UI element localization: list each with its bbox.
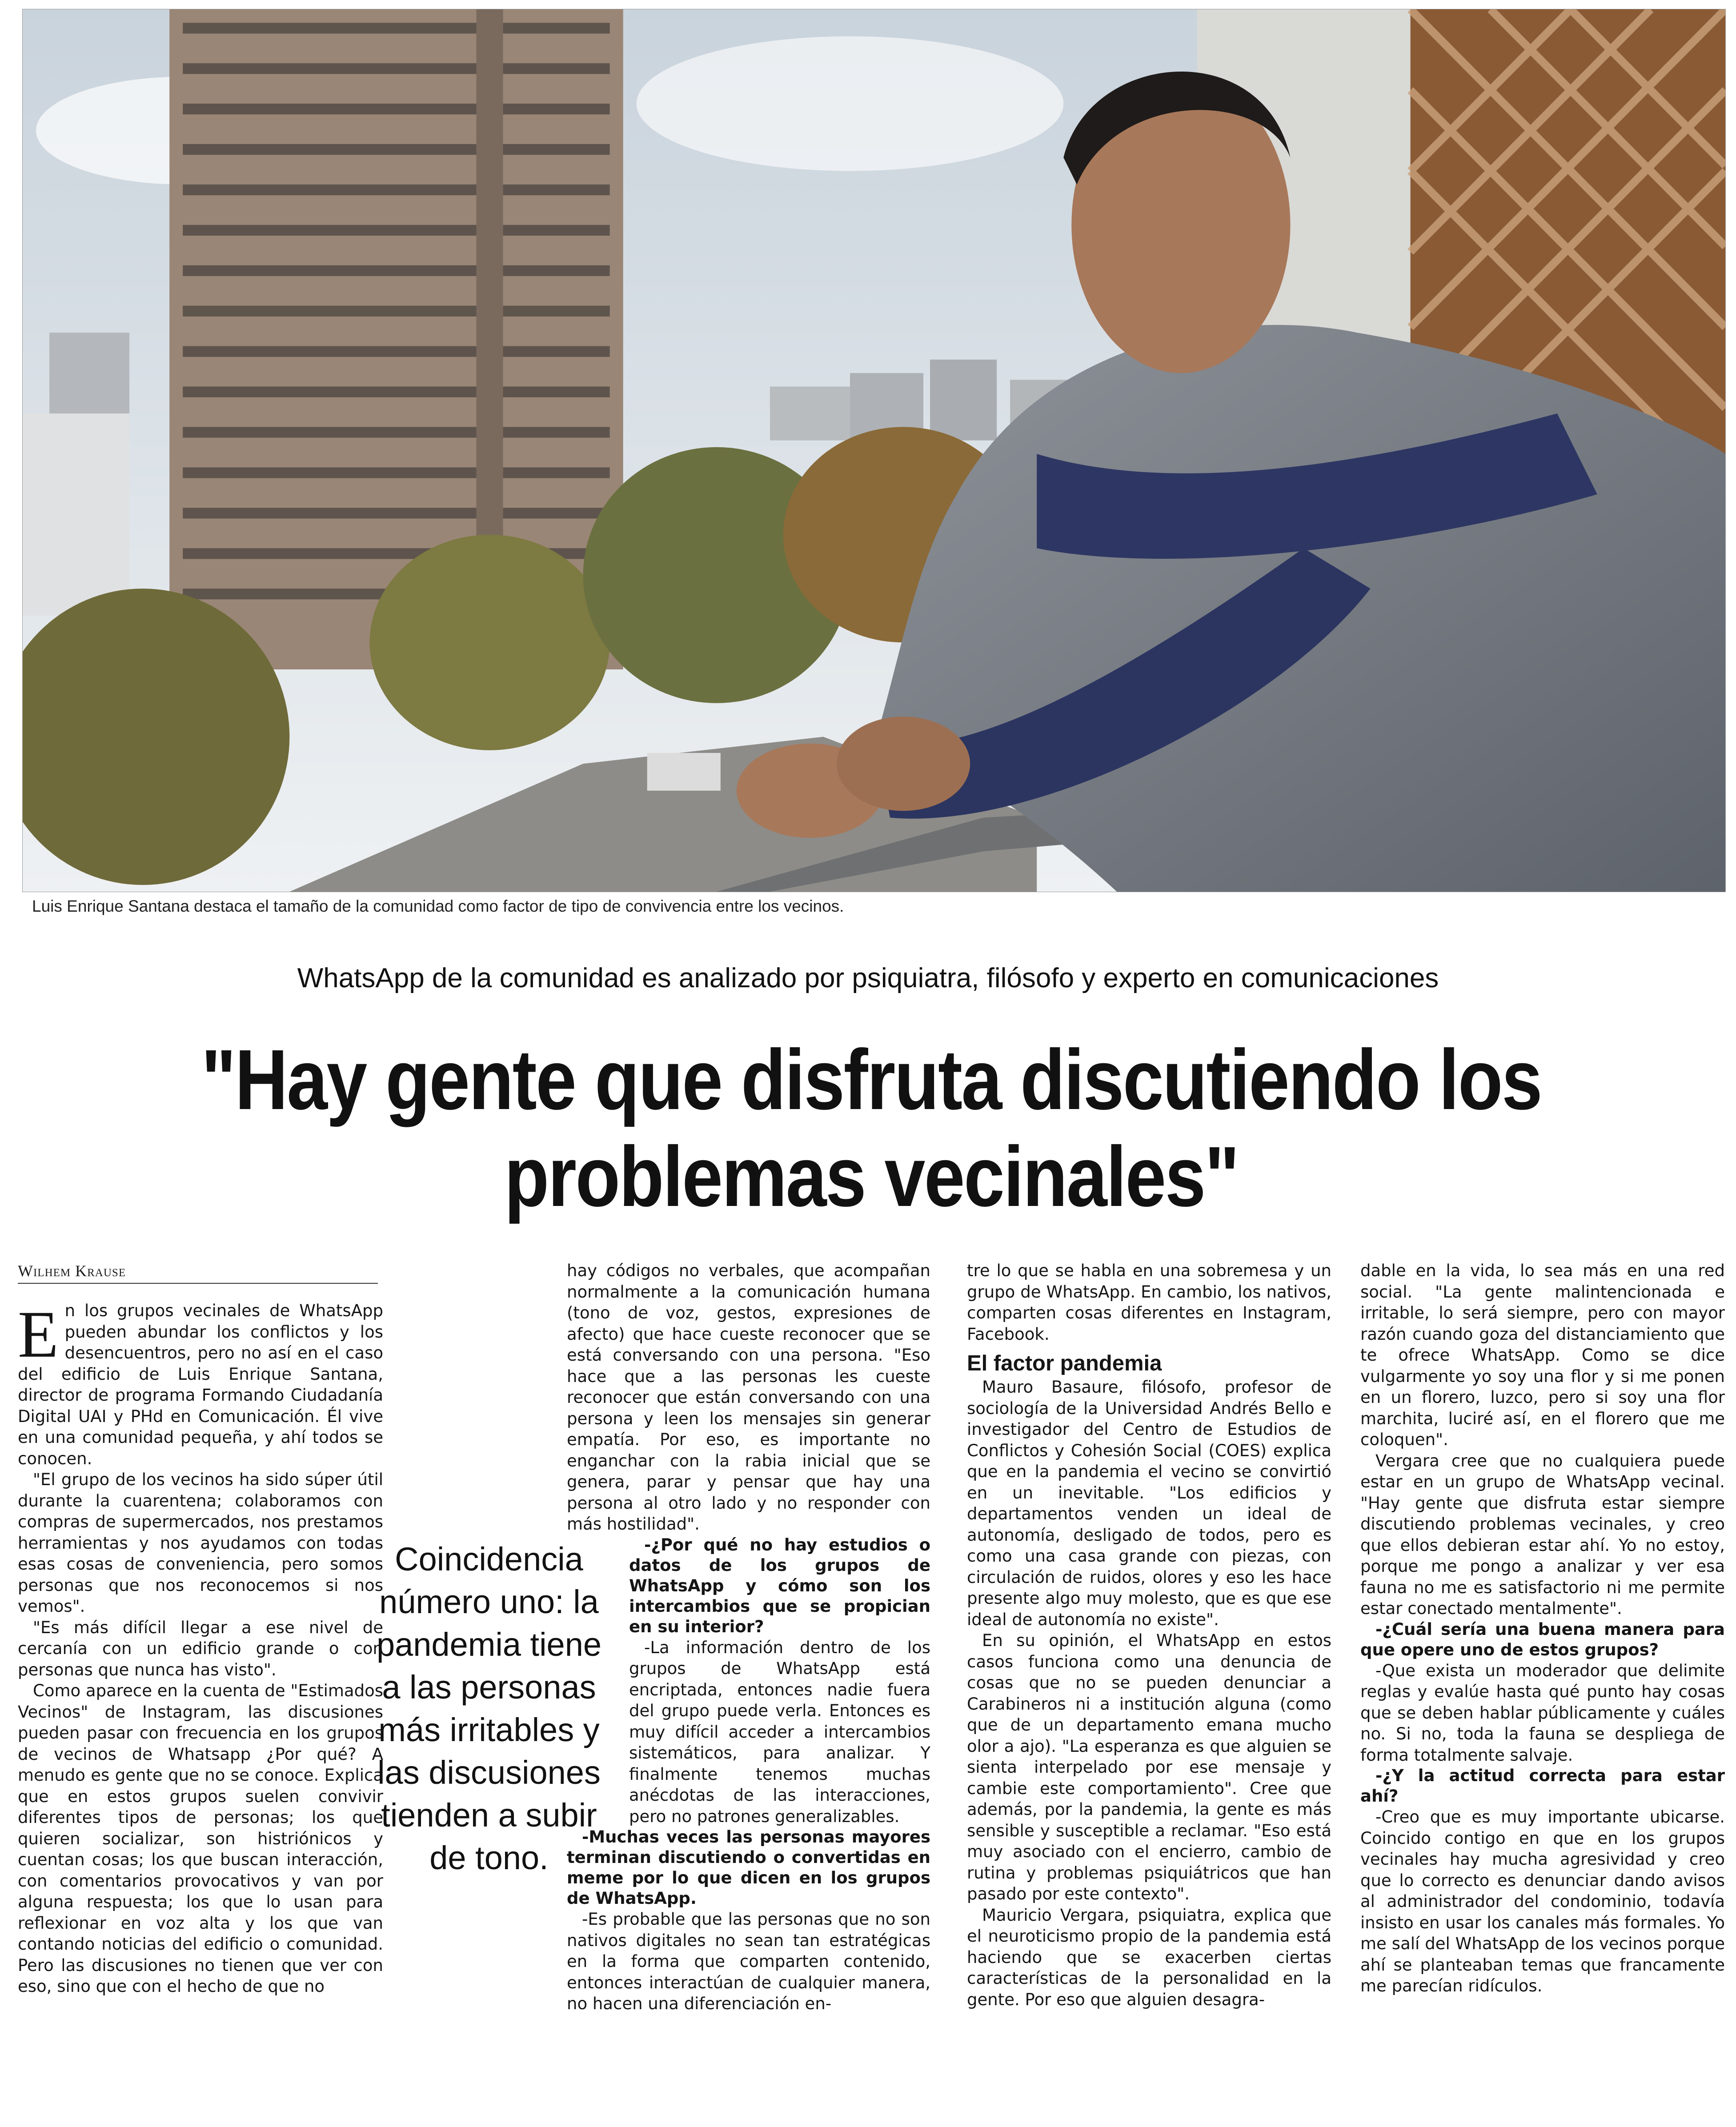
pull-quote: Coincidencia número uno: la pandemia tiene a las personas más irritables y las discusiones tienden a subir de tono. <box>376 1541 602 1876</box>
interview-question: -¿Cuál sería una buena manera para que opere uno de estos grupos? <box>1360 1619 1725 1659</box>
article-column-2 <box>567 1260 930 2127</box>
paragraph: Mauro Basaure, filósofo, profesor de sociología de la Universidad Andrés Bello e investigador del Centro de Estudios de Conflictos y Cohesión Social (COES) explica que en la pandemia el vecino se convirtió en un inevitable. "Los edificios y departamentos venden un ideal de autonomía, desligado de todos, pero es como una casa grande con piezas, con circulación de ruidos, olores y eso les hace presente algo muy molesto, que es que ese ideal de autonomía no existe". <box>967 1378 1331 1629</box>
photo-caption: Luis Enrique Santana destaca el tamaño de la comunidad como factor de tipo de convivencia entre los vecinos. <box>32 897 844 915</box>
drop-cap: E <box>18 1300 59 1371</box>
balcony-scene-illustration <box>23 9 1725 892</box>
article-byline: Wilhem Krause <box>18 1262 378 1284</box>
interview-question: -¿Por qué no hay estudios o datos de los grupos de WhatsApp y cómo son los intercambios que se propician en su interior? <box>629 1535 930 1636</box>
paragraph: dable en la vida, lo sea más en una red social. "La gente malintencionada e irritable, lo será siempre, pero con mayor razón cuando goza del distanciamiento que te ofrece WhatsApp. Como se dice vulgarmente yo soy una flor y si me ponen en un florero, luzco, pero si soy una flor marchita, luciré así, en el florero que me coloquen". <box>1360 1261 1725 1449</box>
paragraph: tre lo que se habla en una sobremesa y un grupo de WhatsApp. En cambio, los nativos, comparten cosas diferentes en Instagram, Facebook. <box>967 1261 1331 1344</box>
article-column-1 <box>18 1300 383 2127</box>
article-photo <box>22 9 1726 892</box>
paragraph: Vergara cree que no cualquiera puede estar en un grupo de WhatsApp vecinal. "Hay gente que disfruta estar siempre discutiendo problemas vecinales, y creo que ellos debieran estar ahí. Yo no estoy, porque me pongo a analizar y ver esa fauna no me es satisfactorio ni me permite estar conectado mentalmente". <box>1360 1451 1725 1618</box>
interview-question: -¿Y la actitud correcta para estar ahí? <box>1360 1766 1725 1806</box>
paragraph: Mauricio Vergara, psiquiatra, explica que el neuroticismo propio de la pandemia está haciendo que se exacerben ciertas características de la personalidad en la gente. Por eso que alguien desagra- <box>967 1905 1331 2009</box>
paragraph: Como aparece en la cuenta de "Estimados Vecinos" de Instagram, las discusiones pueden pasar con frecuencia en los grupos de vecinos de Whatsapp ¿Por qué? A menudo es gente que no se conoce. Explica que en estos grupos suelen convivir diferentes tipos de personas; los que quieren socializar, son histriónicos y cuentan cosas; los que buscan interacción, con comentarios provocativos y van por alguna respuesta; los que lo usan para reflexionar en voz alta y los que van contando noticias del edificio o comunidad. Pero las discusiones no tienen que ver con eso, sino que con el hecho de que no <box>18 1681 383 1996</box>
section-subhead: El factor pandemia <box>967 1351 1162 1375</box>
paragraph: "El grupo de los vecinos ha sido súper útil durante la cuarentena; colaboramos con compras de supermercados, nos prestamos herramientas y nos ayudamos con todas esas cosas de conveniencia, pero somos personas que nos reconocemos si nos vemos". <box>18 1470 383 1616</box>
paragraph: -La información dentro de los grupos de WhatsApp está encriptada, entonces nadie fuera del grupo puede verla. Entonces es muy difícil acceder a intercambios sistemáticos, para analizar. Y finalmente tenemos muchas anécdotas de las interacciones, pero no patrones generalizables. <box>629 1638 930 1826</box>
paragraph: "Es más difícil llegar a ese nivel de cercanía con un edificio grande o con personas que nunca has visto". <box>18 1618 383 1679</box>
article-column-4 <box>1360 1260 1725 2127</box>
paragraph: -Creo que es muy importante ubicarse. Coincido contigo en que en los grupos vecinales hay mucha agresividad y creo que lo correcto es denunciar dando avisos al administrador del condominio, todavía insisto en usar los canales más formales. Yo me salí del WhatsApp de los vecinos porque ahí se planteaban temas que francamente me parecían ridículos. <box>1360 1807 1725 1995</box>
paragraph: -Que exista un moderador que delimite reglas y evalúe hasta qué punto hay cosas que se deben hablar públicamente y cuáles no. Si no, toda la fauna se despliega de forma totalmente salvaje. <box>1360 1661 1725 1765</box>
interview-question: -Muchas veces las personas mayores terminan discutiendo o convertidas en meme por lo que dicen en los grupos de WhatsApp. <box>567 1827 930 1908</box>
paragraph: -Es probable que las personas que no son nativos digitales no sean tan estratégicas en la forma que comparten contenido, entonces interactúan de cualquier manera, no hacen una diferenciación en- <box>567 1910 930 2013</box>
paragraph: En su opinión, el WhatsApp en estos casos funciona como una denuncia de cosas que no se pueden denunciar a Carabineros ni a institución alguna (como que de un departamento emana mucho olor a ajo). "La esperanza es que alguien se sienta interpelado por ese mensaje y cambie este comportamiento". Cree que además, por la pandemia, la gente es más sensible y susceptible a reclamar. "Eso está muy asociado con el encierro, cambio de rutina y problemas psiquiátricos que han pasado por este contexto". <box>967 1631 1331 1903</box>
paragraph-text: n los grupos vecinales de WhatsApp pueden abundar los conflictos y los desencuentros, pero no así en el caso del edificio de Luis Enrique Santana, director de programa Formando Ciudadanía Digital UAI y PHd en Comunicación. Él vive en una comunidad pequeña, y ahí todos se conocen. <box>18 1301 383 1468</box>
article-headline: "Hay gente que disfruta discutiendo los problemas vecinales" <box>201 1032 1542 1224</box>
paragraph: hay códigos no verbales, que acompañan normalmente a la comunicación humana (tono de voz, gestos, expresiones de afecto) que hace cueste reconocer que se está conversando con una persona. "Eso hace que a las personas les cueste reconocer que están conversando con una persona y leen los mensajes sin generar empatía. Por eso, es importante no enganchar con la rabia inicial que se genera, parar y pensar que hay una persona al otro lado y no responder con más hostilidad". <box>567 1261 930 1534</box>
article-kicker: WhatsApp de la comunidad es analizado por psiquiatra, filósofo y experto en comunicaciones <box>297 963 1439 993</box>
indented-block <box>629 1535 930 1827</box>
paragraph <box>18 1300 383 1469</box>
article-column-3 <box>967 1260 1331 2127</box>
